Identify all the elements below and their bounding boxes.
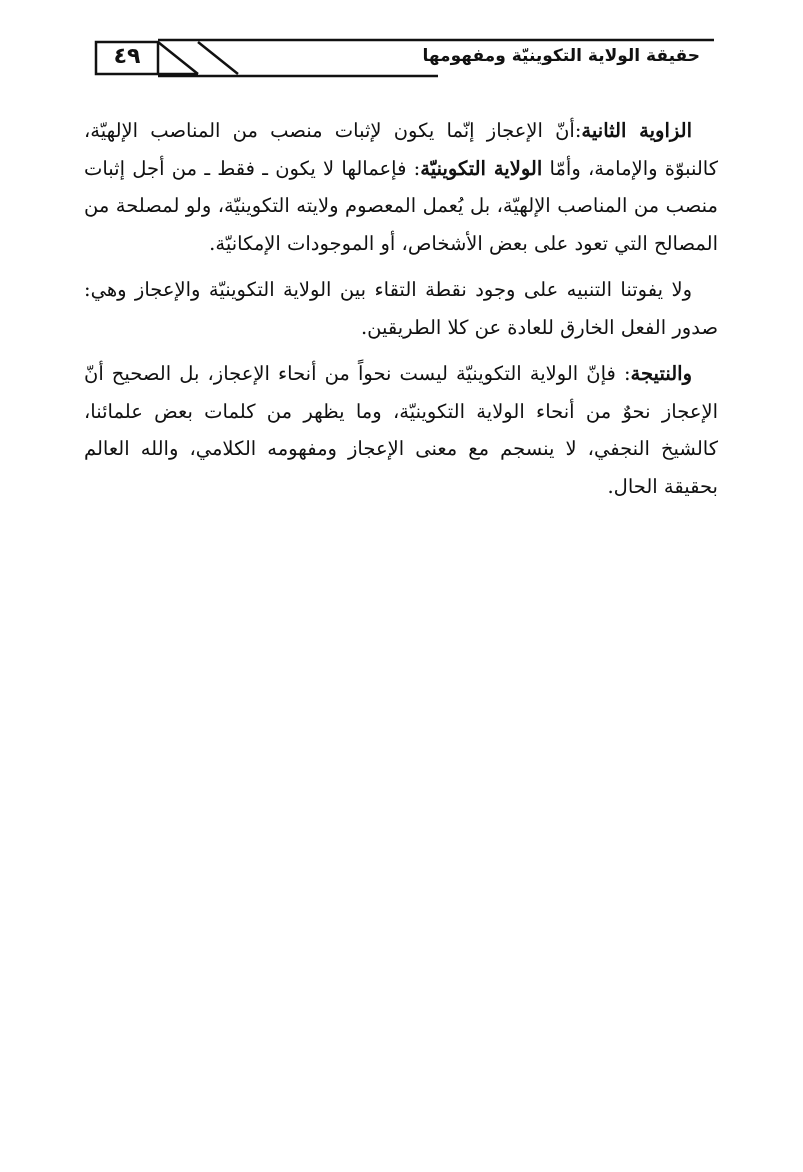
paragraph-3 xyxy=(84,355,718,505)
page-header xyxy=(88,36,714,80)
page-number: ٤٩ xyxy=(113,44,141,69)
running-title: حقيقة الولاية التكوينيّة ومفهومها xyxy=(422,46,700,66)
page-body xyxy=(84,112,718,514)
paragraph-1 xyxy=(84,112,718,262)
paragraph-tail: : فإعمالها لا يكون ـ فقط ـ من أجل إثبات منصب من المناصب الإلهيّة، بل يُعمل المعصوم ولايته التكوينيّة، ولو لمصلحة من المصالح التي تعود على بعض الأشخاص، أو الموجودات الإمكانيّة. xyxy=(84,156,718,255)
paragraph-term: الولاية التكوينيّة xyxy=(420,156,543,180)
paragraph-text: :أنّ الإعجاز إنّما يكون لإثبات منصب من المناصب الإلهيّة، كالنبوّة والإمامة، وأمّا xyxy=(84,119,719,180)
paragraph-2 xyxy=(84,271,718,346)
paragraph-lead: والنتيجة xyxy=(630,362,692,385)
paragraph-text: : فإنّ الولاية التكوينيّة ليست نحواً من أنحاء الإعجاز، بل الصحيح أنّ الإعجاز نحوٌ من أنحاء الولاية التكوينيّة، وما يظهر من كلمات بعض علمائنا، كالشيخ النجفي، لا ينسجم مع معنى الإعجاز ومفهومه الكلامي، والله العالم بحقيقة الحال. xyxy=(84,362,718,498)
paragraph-text: ولا يفوتنا التنبيه على وجود نقطة التقاء بين الولاية التكوينيّة والإعجاز وهي: صدور الفعل الخارق للعادة عن كلا الطريقين. xyxy=(84,278,718,339)
paragraph-lead: الزاوية الثانية xyxy=(581,119,693,142)
